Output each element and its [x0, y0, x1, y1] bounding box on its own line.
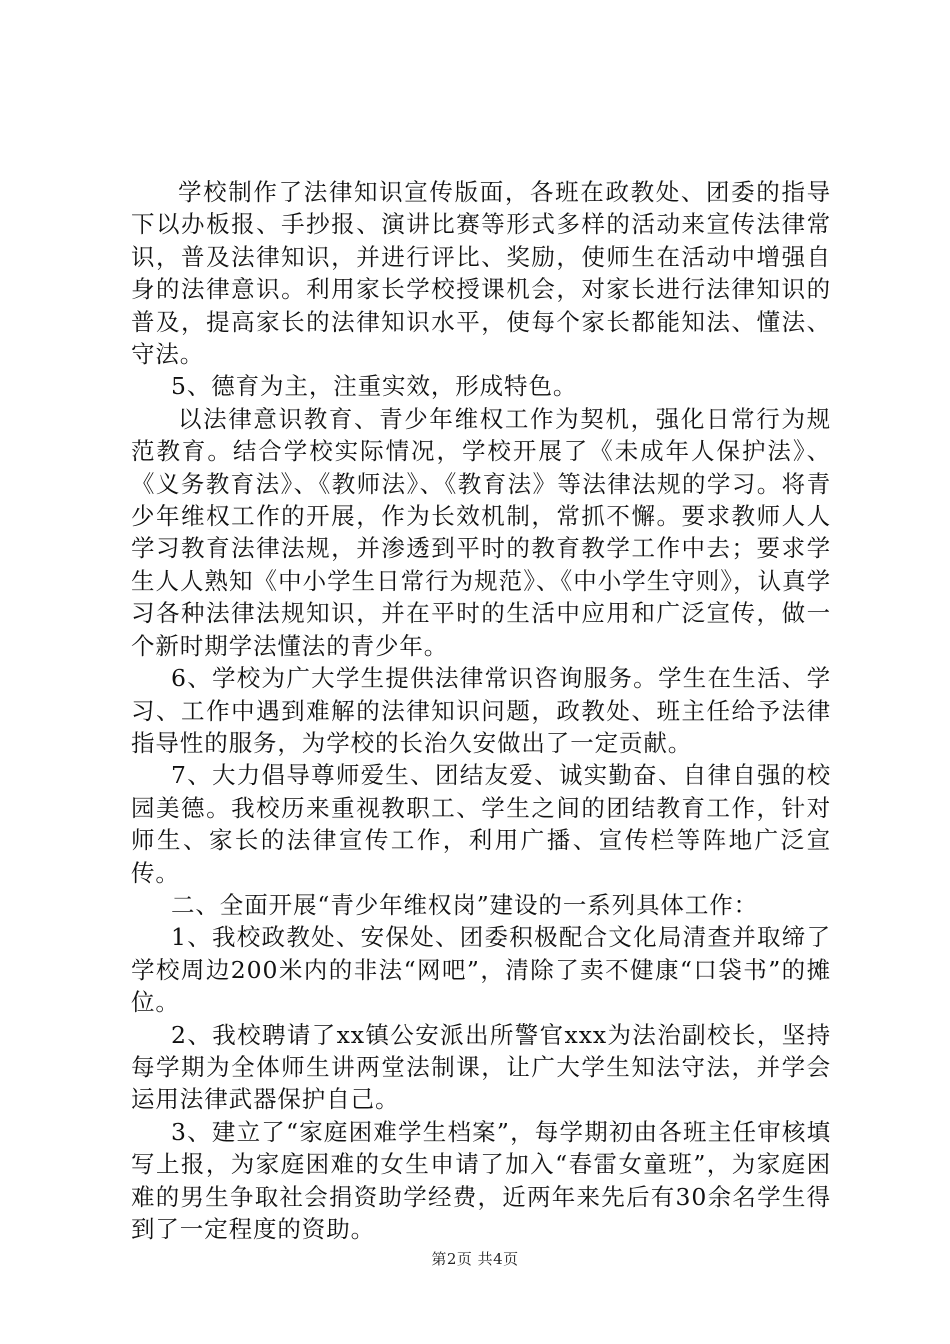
- page-number-footer: 第2页 共4页: [431, 1250, 519, 1268]
- paragraph-moral-education: 以法律意识教育、青少年维权工作为契机，强化日常行为规范教育。结合学校实际情况，学校开展了《未成年人保护法》、《义务教育法》、《教师法》、《教育法》等法律法规的学习。将青少年维权工作的开展，作为长效机制，常抓不懈。要求教师人人学习教育法律法规，并渗透到平时的教育教学工作中去；要求学生人人熟知《中小学生日常行为规范》、《中小学生守则》，认真学习各种法律法规知识，并在平时的生活中应用和广泛宣传，做一个新时期学法懂法的青少年。: [131, 404, 831, 660]
- paragraph-part-2-heading: 二、全面开展“青少年维权岗”建设的一系列具体工作：: [171, 890, 759, 919]
- paragraph-item-1: 1、我校政教处、安保处、团委积极配合文化局清查并取缔了学校周边200米内的非法“网吧”，清除了卖不健康“口袋书”的摊位。: [131, 923, 831, 1017]
- paragraph-item-2: 2、我校聘请了xx镇公安派出所警官xxx为法治副校长，坚持每学期为全体师生讲两堂法制课，让广大学生知法守法，并学会运用法律武器保护自己。: [131, 1020, 831, 1114]
- paragraph-section-5-heading: 5、德育为主，注重实效，形成特色。: [171, 372, 578, 401]
- paragraph-section-7: 7、大力倡导尊师爱生、团结友爱、诚实勤奋、自律自强的校园美德。我校历来重视教职工、学生之间的团结教育工作，针对师生、家长的法律宣传工作，利用广播、宣传栏等阵地广泛宣传。: [131, 761, 831, 887]
- paragraph-legal-publicity: 学校制作了法律知识宣传版面，各班在政教处、团委的指导下以办板报、手抄报、演讲比赛等形式多样的活动来宣传法律常识，普及法律知识，并进行评比、奖励，使师生在活动中增强自身的法律意识。利用家长学校授课机会，对家长进行法律知识的普及，提高家长的法律知识水平，使每个家长都能知法、懂法、守法。: [131, 178, 831, 369]
- document-body: [131, 176, 831, 1245]
- paragraph-item-3: 3、建立了“家庭困难学生档案”，每学期初由各班主任审核填写上报，为家庭困难的女生申请了加入“春雷女童班”，为家庭困难的男生争取社会捐资助学经费，近两年来先后有30余名学生得到了一定程度的资助。: [131, 1117, 831, 1243]
- paragraph-section-6: 6、学校为广大学生提供法律常识咨询服务。学生在生活、学习、工作中遇到难解的法律知识问题，政教处、班主任给予法律指导性的服务，为学校的长治久安做出了一定贡献。: [131, 664, 831, 757]
